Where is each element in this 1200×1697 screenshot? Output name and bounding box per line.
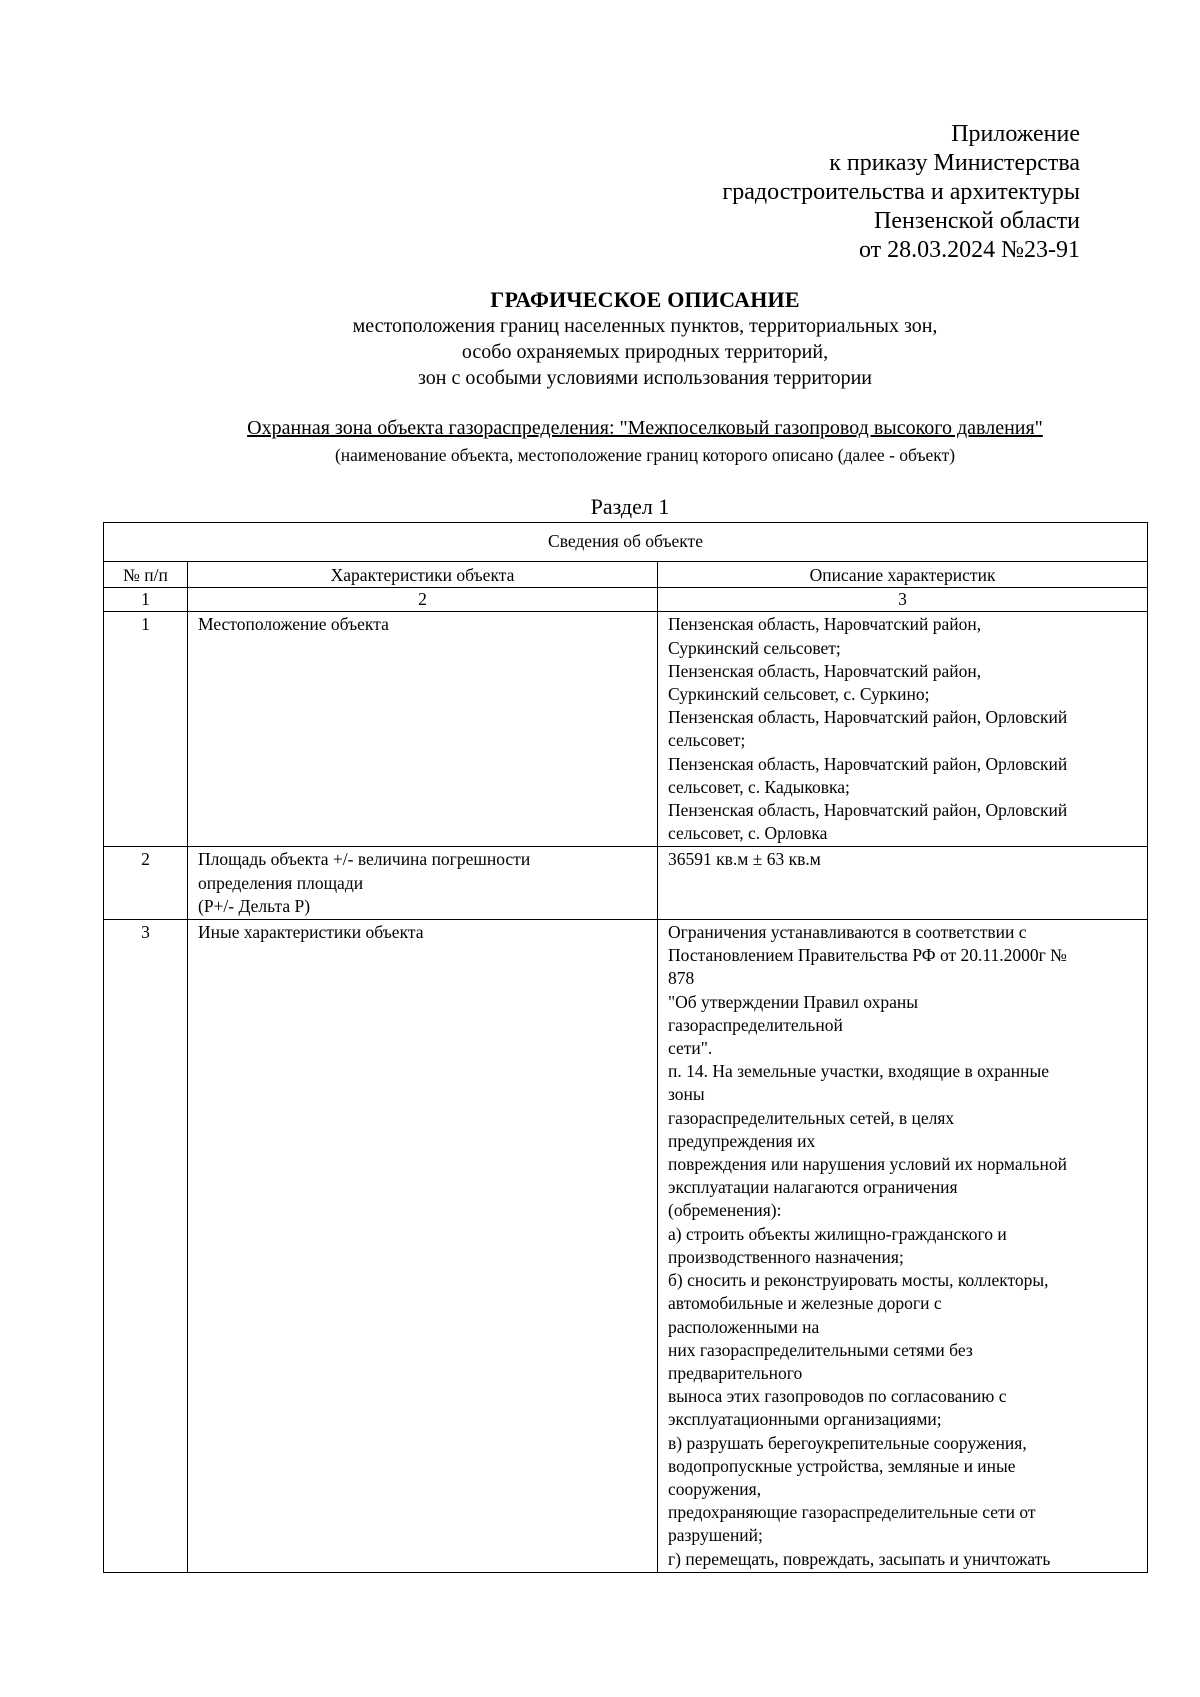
description-line: 878 (668, 968, 695, 989)
document-title: ГРАФИЧЕСКОЕ ОПИСАНИЕ (490, 287, 800, 312)
description-line: выноса этих газопроводов по согласованию с (668, 1386, 1007, 1407)
table-caption: Сведения об объекте (104, 523, 1148, 562)
description-line: предупреждения их (668, 1130, 816, 1151)
description-line: водопропускные устройства, земляные и иные (668, 1455, 1016, 1476)
row-number-cell: 1 (104, 612, 188, 847)
row-number-cell: 3 (104, 920, 188, 1573)
appendix-line: к приказу Министерства (829, 150, 1080, 176)
description-line: г) перемещать, повреждать, засыпать и уничтожать (668, 1548, 1051, 1569)
description-line: Суркинский сельсовет; (668, 637, 841, 658)
characteristic-cell (188, 920, 658, 1573)
description-line: сооружения, (668, 1478, 762, 1499)
description-line: зоны (668, 1084, 705, 1105)
column-number: 3 (658, 588, 1148, 612)
subtitle-line: местоположения границ населенных пунктов, территориальных зон, (352, 315, 938, 337)
description-line: производственного назначения; (668, 1246, 904, 1267)
description-line: Пензенская область, Наровчатский район, Орловский (668, 707, 1068, 728)
description-line: автомобильные и железные дороги с (668, 1293, 942, 1314)
characteristic-line: Площадь объекта +/- величина погрешности (198, 849, 531, 870)
object-name: Охранная зона объекта газораспределения: "Межпоселковый газопровод высокого давления" (247, 417, 1043, 439)
description-line: эксплуатации налагаются ограничения (668, 1177, 958, 1198)
description-line: 36591 кв.м ± 63 кв.м (668, 849, 821, 870)
appendix-line: Пензенской области (874, 208, 1080, 234)
description-line: сельсовет; (668, 730, 746, 751)
table-row (104, 920, 1148, 1573)
description-line: разрушений; (668, 1525, 763, 1546)
row-number-cell: 2 (104, 847, 188, 920)
table-body (104, 612, 1148, 1572)
description-line: сельсовет, с. Орловка (668, 823, 828, 844)
appendix-block (722, 120, 1080, 265)
description-line: Пензенская область, Наровчатский район, (668, 614, 982, 635)
description-line: Суркинский сельсовет, с. Суркино; (668, 684, 930, 705)
description-line: "Об утверждении Правил охраны (668, 991, 918, 1012)
characteristic-cell (188, 847, 658, 920)
description-line: Пензенская область, Наровчатский район, Орловский (668, 753, 1068, 774)
object-name-caption: (наименование объекта, местоположение границ которого описано (далее - объект) (334, 445, 956, 465)
appendix-line: от 28.03.2024 №23-91 (858, 237, 1080, 263)
table-row (104, 612, 1148, 847)
description-line: сети". (668, 1038, 713, 1059)
appendix-line: Приложение (951, 121, 1080, 147)
column-number: 2 (188, 588, 658, 612)
characteristic-line: определения площади (198, 872, 364, 893)
object-info-table (103, 522, 1148, 1573)
description-line: (обременения): (668, 1200, 782, 1221)
column-header-description: Описание характеристик (658, 562, 1148, 588)
subtitle-line: зон с особыми условиями использования территории (417, 367, 873, 389)
description-line: Постановлением Правительства РФ от 20.11.2000г № (668, 945, 1067, 966)
description-cell (658, 920, 1148, 1573)
description-line: предохраняющие газораспределительные сети от (668, 1502, 1036, 1523)
description-line: них газораспределительными сетями без (668, 1339, 973, 1360)
characteristic-cell (188, 612, 658, 847)
description-line: газораспределительной (668, 1014, 843, 1035)
description-line: п. 14. На земельные участки, входящие в охранные (668, 1061, 1050, 1082)
column-header-characteristic: Характеристики объекта (188, 562, 658, 588)
description-cell (658, 612, 1148, 847)
subtitle-line: особо охраняемых природных территорий, (461, 341, 829, 363)
description-line: расположенными на (668, 1316, 820, 1337)
characteristic-line: (P+/- Дельта P) (198, 895, 311, 916)
description-line: сельсовет, с. Кадыковка; (668, 776, 850, 797)
appendix-line: градостроительства и архитектуры (722, 179, 1080, 205)
description-line: Пензенская область, Наровчатский район, Орловский (668, 800, 1068, 821)
characteristic-line: Местоположение объекта (198, 614, 389, 635)
characteristic-line: Иные характеристики объекта (198, 922, 424, 943)
table-row (104, 847, 1148, 920)
description-line: предварительного (668, 1362, 803, 1383)
description-line: в) разрушать берегоукрепительные сооружения, (668, 1432, 1027, 1453)
description-line: Пензенская область, Наровчатский район, (668, 660, 982, 681)
column-number: 1 (104, 588, 188, 612)
description-line: Ограничения устанавливаются в соответствии с (668, 922, 1027, 943)
description-line: а) строить объекты жилищно-гражданского и (668, 1223, 1007, 1244)
description-cell (658, 847, 1148, 920)
description-line: эксплуатационными организациями; (668, 1409, 942, 1430)
document-subtitle (0, 313, 1200, 391)
description-line: повреждения или нарушения условий их нормальной (668, 1154, 1067, 1175)
description-line: б) сносить и реконструировать мосты, коллекторы, (668, 1270, 1049, 1291)
section-label: Раздел 1 (590, 494, 670, 519)
column-header-number: № п/п (104, 562, 188, 588)
description-line: газораспределительных сетей, в целях (668, 1107, 955, 1128)
